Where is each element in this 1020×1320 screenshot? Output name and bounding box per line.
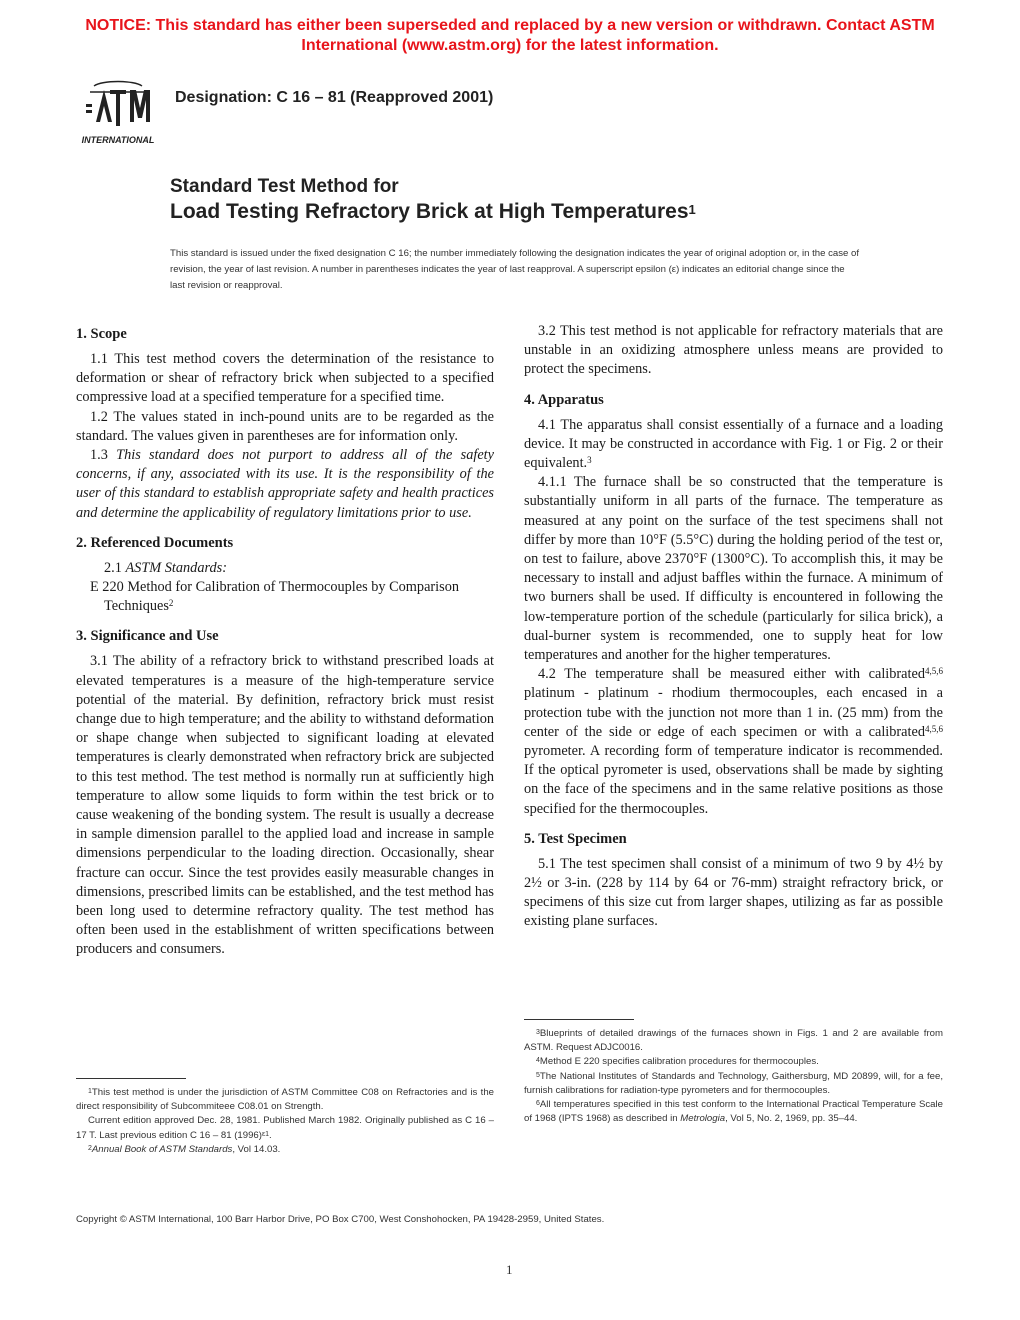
footnote-mark: 5 [536, 1071, 540, 1079]
footnote-text: The National Institutes of Standards and Technology, Gaithersburg, MD 20899, will, for a fee, furnish calibrations for radiation-type pyrometers and for thermocouples. [524, 1070, 943, 1096]
footnote-mark: 2 [168, 598, 174, 609]
section-heading-scope: 1. Scope [76, 326, 127, 342]
paragraph-number: 1.3 [90, 447, 108, 464]
footnote-mark: 6 [536, 1100, 540, 1108]
paragraph-1-3 [76, 446, 494, 523]
footnote-text: Method E 220 specifies calibration procedures for thermocouples. [539, 1056, 819, 1068]
footnote-mark: 2 [88, 1144, 92, 1152]
paragraph-4-2 [524, 665, 943, 819]
footnote-mark: 4,5,6 [925, 666, 943, 677]
title-line-2 [170, 199, 696, 225]
footnote-mark: 4 [536, 1057, 540, 1065]
footnote-3 [524, 1027, 943, 1055]
designation: Designation: C 16 – 81 (Reapproved 2001) [175, 89, 494, 106]
preamble: This standard is issued under the fixed designation C 16; the number immediately following the designation indicates the year of original adoption or, in the case of revision, the year of last revision. A number in parentheses indicates the year of last reapproval. A superscript epsilon (ε) indicates an editorial change since the last revision or reapproval. [170, 248, 860, 291]
paragraph-1-1: 1.1 This test method covers the determination of the resistance to deformation or shear of refractory brick when subjected to a specified compressive load at a specified temperature for a specified time. [76, 351, 494, 406]
footnote-separator [76, 1078, 186, 1079]
paragraph-text: platinum - platinum - rhodium thermocouples, each encased in a protection tube with the junction not more than 1 in. (25 mm) from the center of the side or edge of each specimen or with a calibrated [524, 685, 943, 740]
footnote-1-edition [76, 1114, 494, 1142]
title-line-1: Standard Test Method for [170, 176, 399, 197]
footnote-text: . [268, 1129, 272, 1141]
footnote-mark: 4,5,6 [925, 723, 943, 734]
paragraph-text: 4.1 The apparatus shall consist essentially of a furnace and a loading device. It may be constructed in accordance with Fig. 1 or Fig. 2 or their equivalent. [524, 416, 943, 472]
right-column [524, 322, 943, 932]
paragraph-3-1: 3.1 The ability of a refractory brick to withstand prescribed loads at elevated temperatures is a measure of the high-temperature service potential of the material. By definition, refractory brick must resist change due to high temperature; and the ability to withstand deformation or shape change when subjected to significant loading at elevated temperatures is clearly demonstrated when refractory brick are subjected to this test method. The test method is normally run at sufficiently high temperature to allow some liquids to form within the test brick or to cause weakening of the bonding system. The result is usually a decrease in sample dimension parallel to the applied load and increase in sample dimensions perpendicular to the loading direction. Occasionally, shear fracture can occur. Since the test provides easily measurable changes in dimensions, prescribed limits can be established, and the test method has been long used to determine refractory quality. The test method has often been used in the establishment of written specifications between producers and consumers. [76, 653, 494, 958]
section-heading-apparatus: 4. Apparatus [524, 391, 604, 408]
footnote-text: Blueprints of detailed drawings of the furnaces shown in Figs. 1 and 2 are available from ASTM. Request ADJC0016. [524, 1028, 943, 1054]
footnote-text: , Vol 14.03. [232, 1143, 281, 1155]
paragraph-1-2: 1.2 The values stated in inch-pound units are to be regarded as the standard. The values given in parentheses are for information only. [76, 408, 494, 444]
paragraph-2-1 [76, 559, 494, 578]
title-text: Load Testing Refractory Brick at High Temperatures [170, 200, 689, 223]
reference-e220 [76, 578, 494, 616]
standards-label: ASTM Standards: [125, 559, 227, 576]
footnote-mark: 3 [536, 1029, 540, 1036]
footnote-book-title: Annual Book of ASTM Standards [91, 1143, 233, 1155]
document-title [170, 175, 696, 225]
footnote-6 [524, 1098, 943, 1126]
safety-caveat: This standard does not purport to address all of the safety concerns, if any, associated with its use. It is the responsibility of the user of this standard to establish appropriate safety and health practices and determine the applicability of regulatory limitations prior to use. [76, 447, 494, 521]
footnote-1 [76, 1086, 494, 1114]
section-heading-referenced: 2. Referenced Documents [76, 534, 234, 551]
footnote-4 [524, 1055, 943, 1069]
title-footnote-mark: 1 [688, 202, 696, 217]
footnotes-right [524, 1027, 943, 1126]
left-column [76, 322, 494, 960]
withdrawal-notice: NOTICE: This standard has either been superseded and replaced by a new version or withdrawn. Contact ASTM International (www.astm.org) for the latest information. [85, 17, 935, 54]
page-number: 1 [506, 1262, 513, 1277]
footnote-mark: 3 [587, 455, 592, 466]
reference-text: E 220 Method for Calibration of Thermocouples by Comparison Techniques [90, 579, 460, 615]
section-heading-specimen: 5. Test Specimen [524, 830, 627, 847]
footnote-5 [524, 1070, 943, 1098]
paragraph-4-1 [524, 416, 943, 474]
footnote-text: This test method is under the jurisdiction of ASTM Committee C08 on Refractories and is the direct responsibility of Subcommiteee C08.01 on Strength. [76, 1087, 494, 1113]
footnote-text: All temperatures specified in this test conform to the International Practical Temperature Scale of 1968 (IPTS 1968) as described in [524, 1099, 943, 1125]
footnote-2 [76, 1143, 494, 1157]
paragraph-text: pyrometer. A recording form of temperature indicator is recommended. If the optical pyrometer is used, observations shall be made by sighting on the face of the specimens and in the same relative positions as those specified for the thermocouples. [524, 743, 943, 817]
footnote-mark: 1 [88, 1088, 92, 1095]
copyright: Copyright © ASTM International, 100 Barr Harbor Drive, PO Box C700, West Conshohocken, PA 19428-2959, United States. [76, 1214, 605, 1225]
logo-subtitle: INTERNATIONAL [81, 135, 155, 145]
paragraph-4-1-1: 4.1.1 The furnace shall be so constructed that the temperature is substantially uniform in all parts of the furnace. The temperature as measured at any point on the surface of the test specimens shall not differ by more than 10°F (5.5°C) during the holding period of the test or, on test to failure, above 2370°F (1300°C). To accomplish this, it may be necessary to install and adjust baffles within the furnace. A minimum of two burners shall be used. If difficulty is encountered in following the low-temperature portion of the schedule (particularly for silica brick), a dual-burner system is recommended, one to supply heat for low temperatures and another for the higher temperatures. [524, 474, 943, 664]
paragraph-text: 4.2 The temperature shall be measured either with calibrated [538, 666, 925, 683]
paragraph-5-1: 5.1 The test specimen shall consist of a minimum of two 9 by 4½ by 2½ or 3-in. (228 by 114 by 64 or 76-mm) straight refractory brick, or specimens of this size cut from larger shapes, utilizing as far as possible existing plane surfaces. [524, 855, 943, 930]
journal-title: Metrologia [680, 1113, 726, 1125]
section-heading-significance: 3. Significance and Use [76, 628, 219, 645]
paragraph-number: 2.1 [104, 559, 122, 576]
footnote-text: , Vol 5, No. 2, 1969, pp. 35–44. [725, 1113, 858, 1125]
footnote-text: Current edition approved Dec. 28, 1981. Published March 1982. Originally published as C 16 – 17 T. Last previous edition C 16 – 81 (1996) [76, 1115, 494, 1141]
paragraph-3-2: 3.2 This test method is not applicable for refractory materials that are unstable in an oxidizing atmosphere unless means are provided to protect the specimens. [524, 323, 943, 378]
astm-logo-icon [76, 78, 160, 148]
epsilon-mark: ε1 [261, 1130, 269, 1138]
footnote-separator [524, 1019, 634, 1020]
footnotes-left [76, 1086, 494, 1157]
